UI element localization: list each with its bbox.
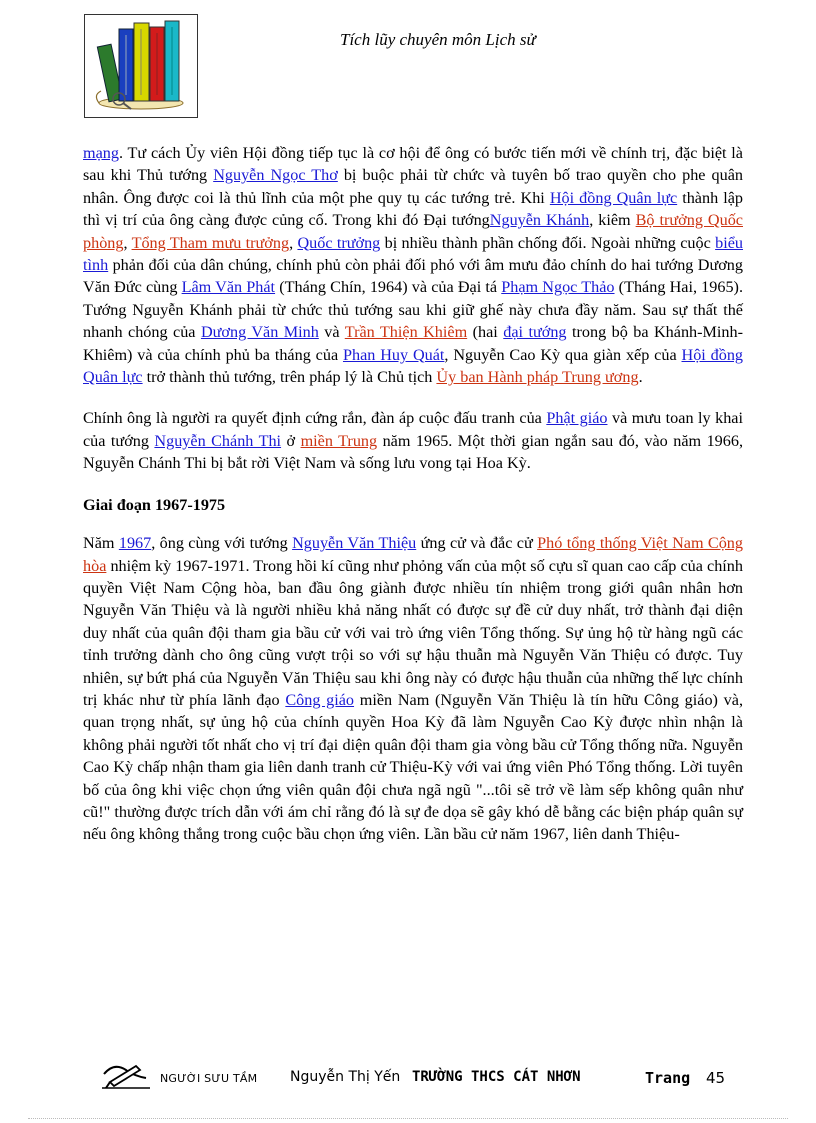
text-run: (hai xyxy=(467,323,504,342)
paragraph-1 xyxy=(83,142,743,388)
section-heading: Giai đoạn 1967-1975 xyxy=(83,495,226,514)
text-run: ở xyxy=(281,431,301,450)
page-footer xyxy=(100,1060,760,1092)
text-run: , xyxy=(289,233,298,252)
text-link[interactable]: Bộ trưởng Quốc phòng xyxy=(83,211,743,252)
page-number: 45 xyxy=(706,1069,726,1087)
text-link[interactable]: Phan Huy Quát xyxy=(342,345,445,364)
text-run: và xyxy=(318,323,345,342)
text-run: (Tháng Chín, 1964) và của Đại tá xyxy=(275,278,502,297)
text-run: (Tháng Hai, 1965). Tướng Nguyễn Khánh phải từ chức thủ tướng sau khi giữ ghế này chưa đầy năm. Sau sự thất thế nhanh chóng của xyxy=(83,278,743,342)
text-run: Chính ông là người ra quyết định cứng rắn, đàn áp cuộc đấu tranh của xyxy=(83,409,547,428)
books-logo xyxy=(84,14,198,118)
text-link[interactable]: Hội đồng Quân lực xyxy=(83,345,744,387)
text-link[interactable]: Phật giáo xyxy=(546,409,608,428)
books-icon xyxy=(85,15,197,117)
text-link[interactable]: Nguyễn Chánh Thi xyxy=(154,431,282,450)
text-link[interactable]: Ủy ban Hành pháp Trung ương xyxy=(436,368,639,387)
text-run: miền Nam (Nguyễn Văn Thiệu là tín hữu Công giáo) và, quan trọng nhất, sự ủng hộ của chính quyền Hoa Kỳ đã làm Nguyễn Cao Kỳ được nhìn nhận là không phải người tốt nhất cho vị trí đại diện quân đội tham gia vòng bầu cử Tổng thống nữa. Nguyễn Cao Kỳ chấp nhận tham gia liên danh tranh cử Thiệu-Kỳ với vai ứng viên Phó Tổng thống. Lời tuyên bố của ông khi việc chọn ứng viên quân đội chưa ngã ngũ "...tôi sẽ trở về làm sếp không quân như cũ!" thường được trích dẫn với ám chỉ rằng đó là sự đe dọa sẽ gây khó dễ bằng các biện pháp quân sự nếu ông không thắng trong cuộc bầu chọn ứng viên. Lần bầu cử năm 1967, liên danh Thiệu- xyxy=(83,690,743,844)
text-run: , Nguyễn Cao Kỳ qua giàn xếp của xyxy=(444,345,682,364)
author-name: Nguyễn Thị Yến xyxy=(290,1069,401,1085)
page-bottom-divider xyxy=(28,1118,788,1119)
text-link[interactable]: Dương Văn Minh xyxy=(200,323,319,342)
text-run: nhiệm kỳ 1967-1971. Trong hồi kí cũng như phỏng vấn của một số cựu sĩ quan cao cấp của chính quyền Việt Nam Cộng hòa, ban đầu ông giành được nhiều tín nhiệm trong giới quân nhân hơn Nguyễn Văn Thiệu và là người nhiều khả năng nhất có được sự đề cử duy nhất, trở thành đại diện duy nhất của quân đội tham gia bầu cử với vai trò ứng viên Tổng thống. Sự ủng hộ từ hàng ngũ các tỉnh trưởng dành cho ông cũng vượt trội so với sự hậu thuẫn mà Nguyễn Văn Thiệu có được. Tuy nhiên, sự bứt phá của Nguyễn Văn Thiệu sau khi ông này có được hậu thuẫn của những thế lực chính trị khác như từ phía lãnh đạo xyxy=(83,556,743,709)
text-run: bị buộc phải từ chức và tuyên bố trao quyền cho phe quân nhân. Ông được coi là thủ lĩnh của một phe quy tụ các tướng trẻ. Khi xyxy=(83,166,743,207)
text-run: ứng cử và đắc cử xyxy=(416,534,538,553)
text-link[interactable]: Phạm Ngọc Thảo xyxy=(501,278,615,297)
text-link[interactable]: Nguyễn Văn Thiệu xyxy=(292,534,417,553)
text-run: , kiêm xyxy=(589,211,636,230)
page-label: Trang xyxy=(645,1069,691,1087)
text-run: , xyxy=(123,233,132,252)
text-link[interactable]: 1967 xyxy=(118,534,152,553)
text-link[interactable]: miền Trung xyxy=(300,431,378,450)
pen-icon xyxy=(100,1060,152,1090)
text-link[interactable]: Nguyễn Khánh xyxy=(489,211,590,230)
paragraph-3 xyxy=(83,532,743,846)
text-link[interactable]: Trần Thiện Khiêm xyxy=(344,323,468,342)
text-link[interactable]: đại tướng xyxy=(503,323,567,342)
text-link[interactable]: mạng xyxy=(83,144,119,162)
text-run: . Tư cách Ủy viên Hội đồng tiếp tục là cơ hội để ông có bước tiến mới về chính trị, đặc biệt là sau khi Thủ tướng xyxy=(83,144,743,185)
text-run: Năm xyxy=(83,534,119,553)
text-run: . xyxy=(638,368,643,387)
document-body xyxy=(83,142,743,865)
text-run: và mưu toan ly khai của tướng xyxy=(83,409,743,450)
text-link[interactable]: Lâm Văn Phát xyxy=(181,278,276,297)
text-run: bị nhiều thành phần chống đối. Ngoài những cuộc xyxy=(380,233,716,252)
text-link[interactable]: Phó tổng thống Việt Nam Cộng hòa xyxy=(83,534,743,575)
text-run: trở thành thủ tướng, trên pháp lý là Chủ tịch xyxy=(142,368,437,387)
header-title: Tích lũy chuyên môn Lịch sử xyxy=(340,30,536,49)
paragraph-2 xyxy=(83,407,743,474)
text-run: thành lập thì vị trí của ông càng được củng cố. Trong khi đó Đại tướng xyxy=(83,188,743,230)
text-link[interactable]: biểu tình xyxy=(83,233,743,275)
text-run: phản đối của dân chúng, chính phủ còn phải đối phó với âm mưu đảo chính do hai tướng Dương Văn Đức cùng xyxy=(83,256,743,297)
text-link[interactable]: Nguyễn Ngọc Thơ xyxy=(213,166,338,185)
collector-label: NGƯỜI SƯU TẦM xyxy=(160,1072,258,1085)
text-link[interactable]: Công giáo xyxy=(285,690,355,709)
text-run: năm 1965. Một thời gian ngắn sau đó, vào năm 1966, Nguyễn Chánh Thi bị bắt rời Việt Nam và sống lưu vong tại Hoa Kỳ. xyxy=(83,431,743,473)
school-name: TRƯỜNG THCS CÁT NHƠN xyxy=(412,1069,581,1085)
text-link[interactable]: Hội đồng Quân lực xyxy=(549,188,678,207)
text-run: trong bộ ba Khánh-Minh-Khiêm) và của chính phủ ba tháng của xyxy=(83,323,744,364)
text-run: , ông cùng với tướng xyxy=(151,534,293,553)
text-link[interactable]: Quốc trưởng xyxy=(297,233,381,252)
text-link[interactable]: Tổng Tham mưu trưởng xyxy=(131,233,290,252)
